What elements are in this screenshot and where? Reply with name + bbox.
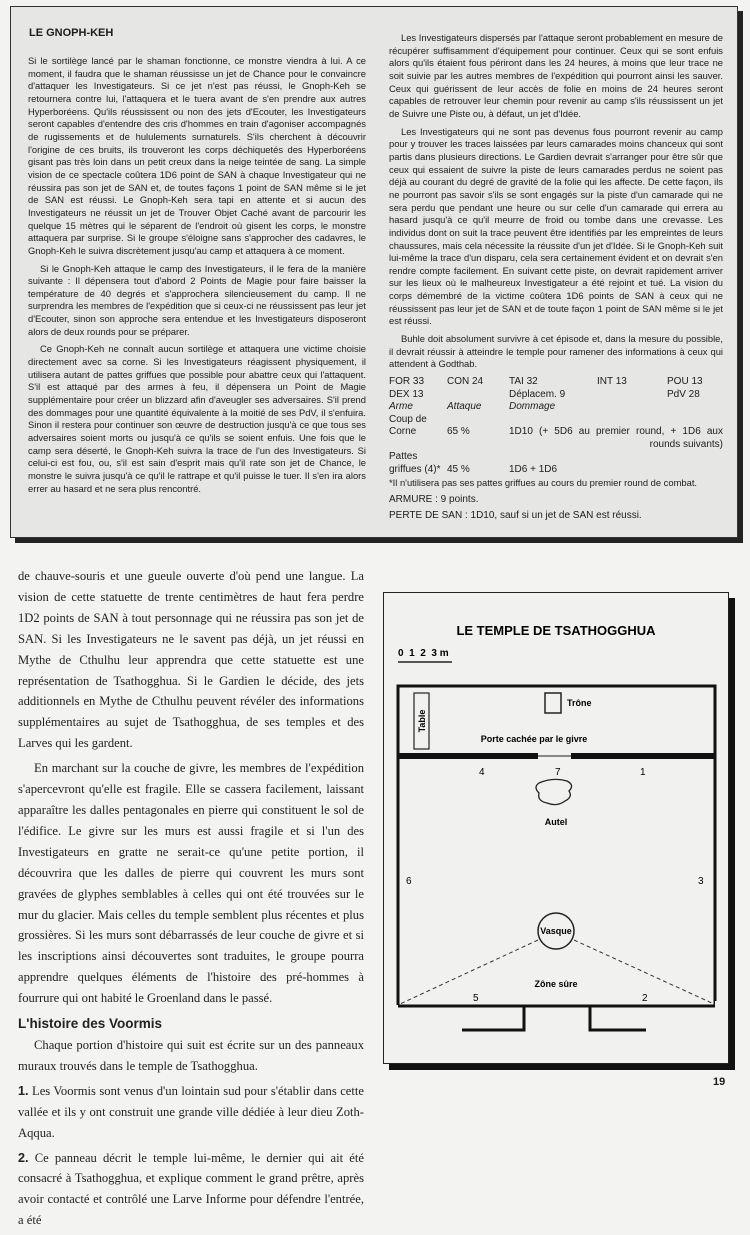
weapon-name: Coup de: [389, 413, 427, 425]
header: Attaque: [447, 401, 482, 413]
entrance-wall-right: [590, 1006, 715, 1030]
paragraph: En marchant sur la couche de givre, les membres de l'expédition s'apercevront qu'elle est fragile. Elle se cassera facilement, laissant apparaître les dalles pentagonales en pierre qui constituent le sol de l'édifice. Le givre sur les murs est aussi fragile et si l'un des Investigateurs en gratte ne serait-ce qu'une petite portion, il découvrira que les dalles de pierre qui couvrent les murs sont gravées de glyphes semblables à celles qui ont été trouvées sur le mur du glacier. Mais celles du temple semblent plus récentes et plus grossières. Si les murs sont débarrassés de leur couche de givre et si les inscriptions ainsi découvertes sont traduites, le groupe pourra apprendre quelques éléments de l'histoire des pré-hommes à fourrure qui ont habité le Groenland dans le passé.: [18, 761, 364, 1006]
table-label: Table: [417, 709, 427, 733]
stat: INT 13: [597, 376, 627, 388]
stat: [597, 389, 667, 402]
panel-number: 5: [473, 993, 479, 1004]
weapon-name: griffues (4)*: [389, 463, 441, 475]
sidebar-left-column: [28, 55, 366, 500]
header: Dommage: [509, 401, 556, 413]
hidden-door-label: Porte cachée par le givre: [480, 734, 588, 744]
paragraph: Les Investigateurs dispersés par l'attaque seront probablement en mesure de récupérer suffisamment d'équipement pour continuer. Ceux qui se sont enfuis alors qu'ils étaient fous périront dans les 24 heures, à moins que leur trace ne soit suivie par les autres membres de l'expédition qui pourront ainsi les sauver. Ceux qui guérissent de leur accès de folie en moins de 24 heures seront capables de retrouver leur chemin pour revenir au camp s'ils réussissent un jet de Suivre une Piste ou, à défaut, un jet d'Idée.: [389, 32, 723, 119]
footnote: *Il n'utilisera pas ses pattes griffues au cours du premier round de combat.: [389, 477, 698, 489]
san-loss: PERTE DE SAN : 1D10, sauf si un jet de SAN est réussi.: [389, 510, 642, 522]
paragraph: Chaque portion d'histoire qui suit est écrite sur un des panneaux muraux trouvés dans le temple de Tsathogghua.: [18, 1038, 364, 1073]
stat: PdV 28: [667, 388, 700, 400]
panel-number: 3: [698, 876, 704, 887]
wall-left: [398, 753, 538, 759]
throne-icon: [545, 693, 561, 713]
sidebar-title: LE GNOPH-KEH: [29, 27, 114, 39]
sidebar-right-column: [389, 32, 723, 523]
panel-number: 7: [555, 767, 561, 778]
panel-number: 4: [479, 767, 485, 778]
weapon-damage: 1D6 + 1D6: [509, 463, 558, 475]
paragraph: de chauve-souris et une gueule ouverte d'où pend une langue. La vision de cette statuette de trente centimètres de haut fera perdre 1D2 points de SAN à tout personnage qui ne réussira pas son jet de SAN. Si les Investigateurs ne le savent pas déjà, un jet réussi en Mythe de Cthulhu leur apprendra que cette statuette est une représentation de Tsathogghua. Si le Gardien le décide, des jets additionnels en Mythe de Cthulhu peuvent révéler des informations supplémentaires au sujet de Tsathogghua, de ses temples et des Larves qui les gardent.: [18, 569, 364, 751]
weapon-attack: 65 %: [447, 426, 470, 438]
stat-block: [389, 376, 723, 401]
map-scale: 0 1 2 3 m: [398, 648, 449, 659]
weapon-damage: 1D10 (+ 5D6 au premier round, + 1D6 aux rounds suivants): [509, 426, 723, 450]
altar-icon: [536, 779, 572, 804]
header: Arme: [389, 401, 413, 413]
safe-zone-line-left: [400, 940, 538, 1004]
paragraph: Si le Gnoph-Keh attaque le camp des Investigateurs, il le fera de la manière suivante : Il dépensera tout d'abord 2 Points de Magie pour faire baisser la température de 40 degrés et s'approchera silencieusement du camp. Il ne surprendra les membres de l'expédition que si ceux-ci ne réussissent pas leur jet d'Ecouter, sinon son approche sera entendue et les Investigateurs disposeront alors de deux rounds pour se préparer.: [28, 262, 366, 337]
weapon-attack: 45 %: [447, 463, 470, 475]
throne-label: Trône: [567, 698, 592, 708]
panel-number: 6: [406, 876, 412, 887]
hidden-door: [538, 755, 571, 757]
paragraph: Ce Gnoph-Keh ne connaît aucun sortilège et attaquera une victime choisie directement avec sa corne. Si les Investigateurs réagissent physiquement, il utilisera autant de pattes griffues que possible pour abattre ceux qui l'attaquent. S'il est attaqué par des armes à feu, il dépensera un Point de Magie supplémentaire pour créer un blizzard afin d'aveugler ses adversaires. S'il prend des dommages pour une quantité équivalente à la moitié de ses PdV, il s'enfuira. Sinon il restera pour continuer son œuvre de destruction jusqu'à ce que tous ses adversaires soient morts ou jusqu'à ce qu'ils se soient enfuis. Une fois que le camp sera déserté, le Gnoph-Keh suivra la trace de l'un des Investigateurs. Si celui-ci est fou, ou, s'il est sain d'esprit mais qu'il rate son jet de Chance, le monstre le suivra jusqu'à ce qu'il le rattrape et qu'il puisse le tuer. Il s'en ira alors errer au hasard et ne sera plus rencontré.: [28, 343, 366, 494]
weapon-name: Pattes: [389, 451, 418, 463]
paragraph: Les Investigateurs qui ne sont pas devenus fous pourront revenir au camp pour y trouver les traces laissées par leurs camarades moins chanceux qui sont partis dans plusieurs directions. Le Gardien devrait s'arranger pour être sûr que ceux qui essaient de suivre la piste de leurs camarades perdus ne soient pas déjà au courant du degré de gravité de la folie qui les affecte. De cette façon, ils ne pourront pas savoir s'ils se sont engagés sur la piste d'un camarade qui ne sera perdu que pendant une heure ou sur celle d'un camarade qui errera au hasard jusqu'à ce qu'il meurre de froid ou tombe dans une crevasse. Les individus dont on suit la trace peuvent être identifiés par les empreintes de leurs chaussures, mais cela nécessite la réussite d'un jet d'Idée. Si le Gnoph-Keh suit lui-même la trace d'un disparu, cela sera certainement évident et on devrait s'en rendre compte facilement. En suivant cette piste, on devrait rapidement arriver sur les lieux où le malheureux Investigateur a été rejoint et tué. La vision du corps démembré de la victime coûtera 1D6 points de SAN à ceux qui ne réussissent pas leur jet de SAN et de toute façon 1 point de SAN même si le jet est réussi.: [389, 125, 723, 327]
list-item: 2. Ce panneau décrit le temple lui-même, le dernier qui ait été consacré à Tsathogghua, et explique comment le grand prêtre, après avoir contacté et contrôlé une Larve Informe pour défendre l'entrée, a été: [18, 1150, 364, 1228]
stat: FOR 33: [389, 376, 425, 388]
panel-number: 1: [640, 767, 646, 778]
stat: POU 13: [667, 376, 703, 388]
weapon-table: [389, 401, 723, 476]
basin-label: Vasque: [540, 926, 572, 936]
section-heading: L'histoire des Voormis: [18, 1016, 162, 1032]
list-item: 1. Les Voormis sont venus d'un lointain sud pour s'établir dans cette vallée et ils y ont construit une grande ville dédiée à leur dieu Zoth-Aqqua.: [18, 1083, 364, 1140]
armor: ARMURE : 9 points.: [389, 493, 479, 505]
temple-map: [383, 592, 729, 1064]
main-text-column: [18, 566, 364, 1235]
stat: CON 24: [447, 376, 484, 388]
gnoph-keh-sidebar: [10, 6, 738, 538]
stat: Déplacem. 9: [509, 388, 566, 400]
weapon-name: Corne: [389, 426, 417, 438]
paragraph: Si le sortilège lancé par le shaman fonctionne, ce monstre viendra à lui. A ce moment, il faudra que le shaman réussisse un jet de Chance pour le convaincre d'attaquer les Investigateurs. Si ce jet n'est pas réussi, le Gnoph-Keh se retournera contre lui, l'attaquera et le tuera avant de s'en prendre aux autres Hyperboréens. Qu'ils réussissent ou non des jets d'Ecouter, les Investigateurs seront capables d'entendre des cris d'hommes en train d'agoniser accompagnés de rugissements et de hululements surnaturels. S'ils cherchent à découvrir l'origine de ces bruits, ils trouveront les corps déchiquetés des Hyperboréens gisant pas très loin dans un petit creux dans la neige teintée de sang. La simple vision de ce spectacle coûtera 1D6 point de SAN à chaque Investigateur qui ne réussira pas son jet de SAN et, de toutes façons 1 point de SAN même si le jet de SAN est réussi. Le Gnoph-Keh sera tapi en attente et si aucun des Investigateurs ne réussit un jet de Trouver Objet Caché avant de parcourir les quelque 15 mètres qui le séparent de l'endroit où gisent les corps, le monstre attaquera par surprise. Si le groupe s'éloigne sans s'approcher des cadavres, le Gnoph-Keh le suivra discrètement jusqu'au camp et attaquera à ce moment.: [28, 55, 366, 256]
stat: DEX 13: [389, 388, 424, 400]
stat: [447, 389, 509, 402]
paragraph: Buhle doit absolument survivre à cet épisode et, dans la mesure du possible, il devrait réussir à atteindre le temple pour ramener des informations à ceux qui attendent à Godthab.: [389, 333, 723, 370]
stat: TAI 32: [509, 376, 538, 388]
safe-zone-label: Zône sûre: [534, 979, 578, 989]
panel-number: 2: [642, 993, 648, 1004]
map-title: LE TEMPLE DE TSATHOGGHUA: [456, 623, 656, 638]
altar-label: Autel: [544, 817, 568, 827]
wall-right: [571, 753, 715, 759]
page-number: 19: [713, 1076, 726, 1088]
